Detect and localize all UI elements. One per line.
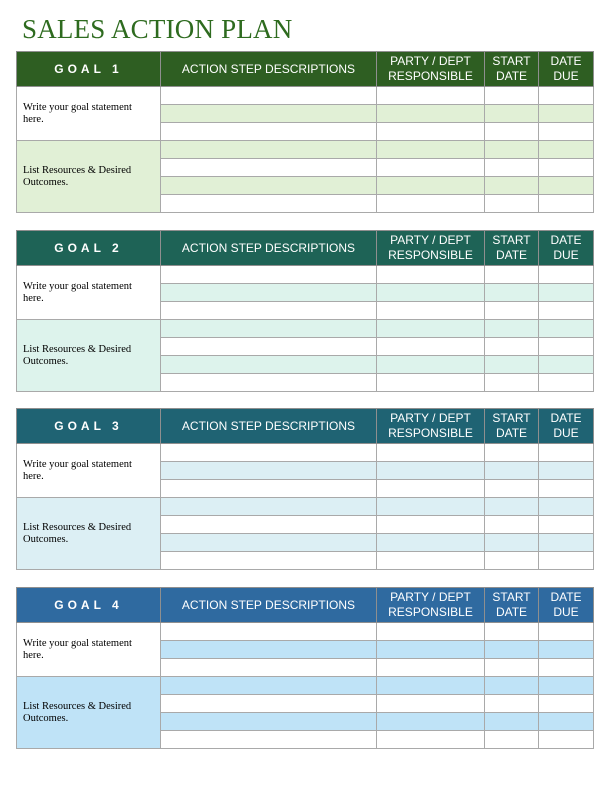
- start-date-cell[interactable]: [485, 444, 539, 462]
- party-cell[interactable]: [377, 320, 485, 338]
- due-date-cell[interactable]: [539, 516, 594, 534]
- start-date-cell[interactable]: [485, 731, 539, 749]
- start-date-cell[interactable]: [485, 159, 539, 177]
- start-date-cell[interactable]: [485, 623, 539, 641]
- goal-label: GOAL 1: [17, 52, 161, 87]
- start-date-header: START DATE: [485, 588, 539, 623]
- date-due-header: DATE DUE: [539, 588, 594, 623]
- action-step-cell[interactable]: [161, 105, 377, 123]
- date-due-header: DATE DUE: [539, 409, 594, 444]
- party-cell[interactable]: [377, 141, 485, 159]
- party-cell[interactable]: [377, 374, 485, 392]
- party-cell[interactable]: [377, 462, 485, 480]
- table-row: [17, 266, 594, 284]
- date-due-header: DATE DUE: [539, 231, 594, 266]
- due-date-cell[interactable]: [539, 302, 594, 320]
- start-date-header: START DATE: [485, 231, 539, 266]
- action-step-header: ACTION STEP DESCRIPTIONS: [161, 588, 377, 623]
- due-date-cell[interactable]: [539, 356, 594, 374]
- party-responsible-header: PARTY / DEPT RESPONSIBLE: [377, 231, 485, 266]
- due-date-cell[interactable]: [539, 713, 594, 731]
- action-step-cell[interactable]: [161, 338, 377, 356]
- party-cell[interactable]: [377, 177, 485, 195]
- action-step-cell[interactable]: [161, 159, 377, 177]
- start-date-header: START DATE: [485, 52, 539, 87]
- party-cell[interactable]: [377, 498, 485, 516]
- action-step-cell[interactable]: [161, 266, 377, 284]
- due-date-cell[interactable]: [539, 374, 594, 392]
- start-date-cell[interactable]: [485, 356, 539, 374]
- party-cell[interactable]: [377, 284, 485, 302]
- start-date-cell[interactable]: [485, 695, 539, 713]
- party-responsible-header: PARTY / DEPT RESPONSIBLE: [377, 409, 485, 444]
- goal-header-row: [17, 52, 594, 87]
- start-date-cell[interactable]: [485, 123, 539, 141]
- resources-cell[interactable]: List Resources & Desired Outcomes.: [17, 677, 161, 749]
- party-cell[interactable]: [377, 87, 485, 105]
- start-date-cell[interactable]: [485, 284, 539, 302]
- due-date-cell[interactable]: [539, 284, 594, 302]
- start-date-cell[interactable]: [485, 713, 539, 731]
- due-date-cell[interactable]: [539, 641, 594, 659]
- due-date-cell[interactable]: [539, 552, 594, 570]
- party-cell[interactable]: [377, 552, 485, 570]
- action-step-cell[interactable]: [161, 444, 377, 462]
- due-date-cell[interactable]: [539, 159, 594, 177]
- start-date-cell[interactable]: [485, 302, 539, 320]
- start-date-cell[interactable]: [485, 552, 539, 570]
- party-cell[interactable]: [377, 516, 485, 534]
- start-date-cell[interactable]: [485, 105, 539, 123]
- start-date-cell[interactable]: [485, 87, 539, 105]
- start-date-cell[interactable]: [485, 498, 539, 516]
- party-cell[interactable]: [377, 713, 485, 731]
- goal-table: [16, 230, 594, 392]
- action-step-cell[interactable]: [161, 731, 377, 749]
- party-cell[interactable]: [377, 266, 485, 284]
- start-date-cell[interactable]: [485, 659, 539, 677]
- table-row: [17, 623, 594, 641]
- due-date-cell[interactable]: [539, 534, 594, 552]
- goal-label: GOAL 2: [17, 231, 161, 266]
- party-cell[interactable]: [377, 677, 485, 695]
- action-step-cell[interactable]: [161, 284, 377, 302]
- due-date-cell[interactable]: [539, 177, 594, 195]
- start-date-cell[interactable]: [485, 141, 539, 159]
- party-cell[interactable]: [377, 123, 485, 141]
- party-cell[interactable]: [377, 480, 485, 498]
- due-date-cell[interactable]: [539, 444, 594, 462]
- party-cell[interactable]: [377, 534, 485, 552]
- start-date-cell[interactable]: [485, 641, 539, 659]
- party-cell[interactable]: [377, 659, 485, 677]
- action-step-header: ACTION STEP DESCRIPTIONS: [161, 231, 377, 266]
- action-step-cell[interactable]: [161, 677, 377, 695]
- due-date-cell[interactable]: [539, 141, 594, 159]
- goal-statement-cell[interactable]: Write your goal statement here.: [17, 87, 161, 141]
- action-step-cell[interactable]: [161, 177, 377, 195]
- party-cell[interactable]: [377, 641, 485, 659]
- start-date-cell[interactable]: [485, 195, 539, 213]
- action-step-cell[interactable]: [161, 356, 377, 374]
- party-cell[interactable]: [377, 302, 485, 320]
- due-date-cell[interactable]: [539, 677, 594, 695]
- goal-header-row: [17, 409, 594, 444]
- resources-cell[interactable]: List Resources & Desired Outcomes.: [17, 320, 161, 392]
- action-step-cell[interactable]: [161, 552, 377, 570]
- table-row: [17, 87, 594, 105]
- page-title: SALES ACTION PLAN: [22, 14, 293, 44]
- start-date-cell[interactable]: [485, 516, 539, 534]
- goal-table: [16, 51, 594, 213]
- due-date-cell[interactable]: [539, 462, 594, 480]
- table-row: [17, 498, 594, 516]
- due-date-cell[interactable]: [539, 480, 594, 498]
- action-step-cell[interactable]: [161, 480, 377, 498]
- action-step-cell[interactable]: [161, 534, 377, 552]
- action-step-cell[interactable]: [161, 87, 377, 105]
- action-step-cell[interactable]: [161, 623, 377, 641]
- action-step-cell[interactable]: [161, 659, 377, 677]
- party-cell[interactable]: [377, 105, 485, 123]
- due-date-cell[interactable]: [539, 266, 594, 284]
- action-step-cell[interactable]: [161, 320, 377, 338]
- action-step-cell[interactable]: [161, 516, 377, 534]
- due-date-cell[interactable]: [539, 623, 594, 641]
- action-step-cell[interactable]: [161, 123, 377, 141]
- table-row: [17, 320, 594, 338]
- table-row: [17, 677, 594, 695]
- action-step-cell[interactable]: [161, 641, 377, 659]
- party-cell[interactable]: [377, 731, 485, 749]
- start-date-cell[interactable]: [485, 534, 539, 552]
- start-date-cell[interactable]: [485, 177, 539, 195]
- due-date-cell[interactable]: [539, 695, 594, 713]
- party-cell[interactable]: [377, 195, 485, 213]
- party-cell[interactable]: [377, 695, 485, 713]
- start-date-cell[interactable]: [485, 266, 539, 284]
- goal-header-row: [17, 588, 594, 623]
- party-responsible-header: PARTY / DEPT RESPONSIBLE: [377, 588, 485, 623]
- start-date-cell[interactable]: [485, 374, 539, 392]
- goal-statement-cell[interactable]: Write your goal statement here.: [17, 444, 161, 498]
- start-date-cell[interactable]: [485, 462, 539, 480]
- start-date-cell[interactable]: [485, 320, 539, 338]
- goal-table: [16, 587, 594, 749]
- due-date-cell[interactable]: [539, 659, 594, 677]
- start-date-cell[interactable]: [485, 338, 539, 356]
- date-due-header: DATE DUE: [539, 52, 594, 87]
- action-step-cell[interactable]: [161, 141, 377, 159]
- party-cell[interactable]: [377, 356, 485, 374]
- due-date-cell[interactable]: [539, 105, 594, 123]
- goal-table: [16, 408, 594, 570]
- due-date-cell[interactable]: [539, 498, 594, 516]
- due-date-cell[interactable]: [539, 195, 594, 213]
- goal-label: GOAL 4: [17, 588, 161, 623]
- resources-cell[interactable]: List Resources & Desired Outcomes.: [17, 141, 161, 213]
- table-row: [17, 444, 594, 462]
- goal-header-row: [17, 231, 594, 266]
- party-cell[interactable]: [377, 159, 485, 177]
- start-date-cell[interactable]: [485, 677, 539, 695]
- due-date-cell[interactable]: [539, 320, 594, 338]
- resources-cell[interactable]: List Resources & Desired Outcomes.: [17, 498, 161, 570]
- action-step-header: ACTION STEP DESCRIPTIONS: [161, 409, 377, 444]
- due-date-cell[interactable]: [539, 338, 594, 356]
- goal-statement-cell[interactable]: Write your goal statement here.: [17, 623, 161, 677]
- action-step-cell[interactable]: [161, 374, 377, 392]
- action-step-cell[interactable]: [161, 462, 377, 480]
- due-date-cell[interactable]: [539, 731, 594, 749]
- table-row: [17, 141, 594, 159]
- goal-label: GOAL 3: [17, 409, 161, 444]
- goal-statement-cell[interactable]: Write your goal statement here.: [17, 266, 161, 320]
- due-date-cell[interactable]: [539, 87, 594, 105]
- action-step-cell[interactable]: [161, 713, 377, 731]
- party-cell[interactable]: [377, 444, 485, 462]
- party-cell[interactable]: [377, 338, 485, 356]
- action-step-cell[interactable]: [161, 302, 377, 320]
- due-date-cell[interactable]: [539, 123, 594, 141]
- action-step-header: ACTION STEP DESCRIPTIONS: [161, 52, 377, 87]
- action-step-cell[interactable]: [161, 498, 377, 516]
- party-cell[interactable]: [377, 623, 485, 641]
- start-date-header: START DATE: [485, 409, 539, 444]
- party-responsible-header: PARTY / DEPT RESPONSIBLE: [377, 52, 485, 87]
- action-step-cell[interactable]: [161, 695, 377, 713]
- action-step-cell[interactable]: [161, 195, 377, 213]
- start-date-cell[interactable]: [485, 480, 539, 498]
